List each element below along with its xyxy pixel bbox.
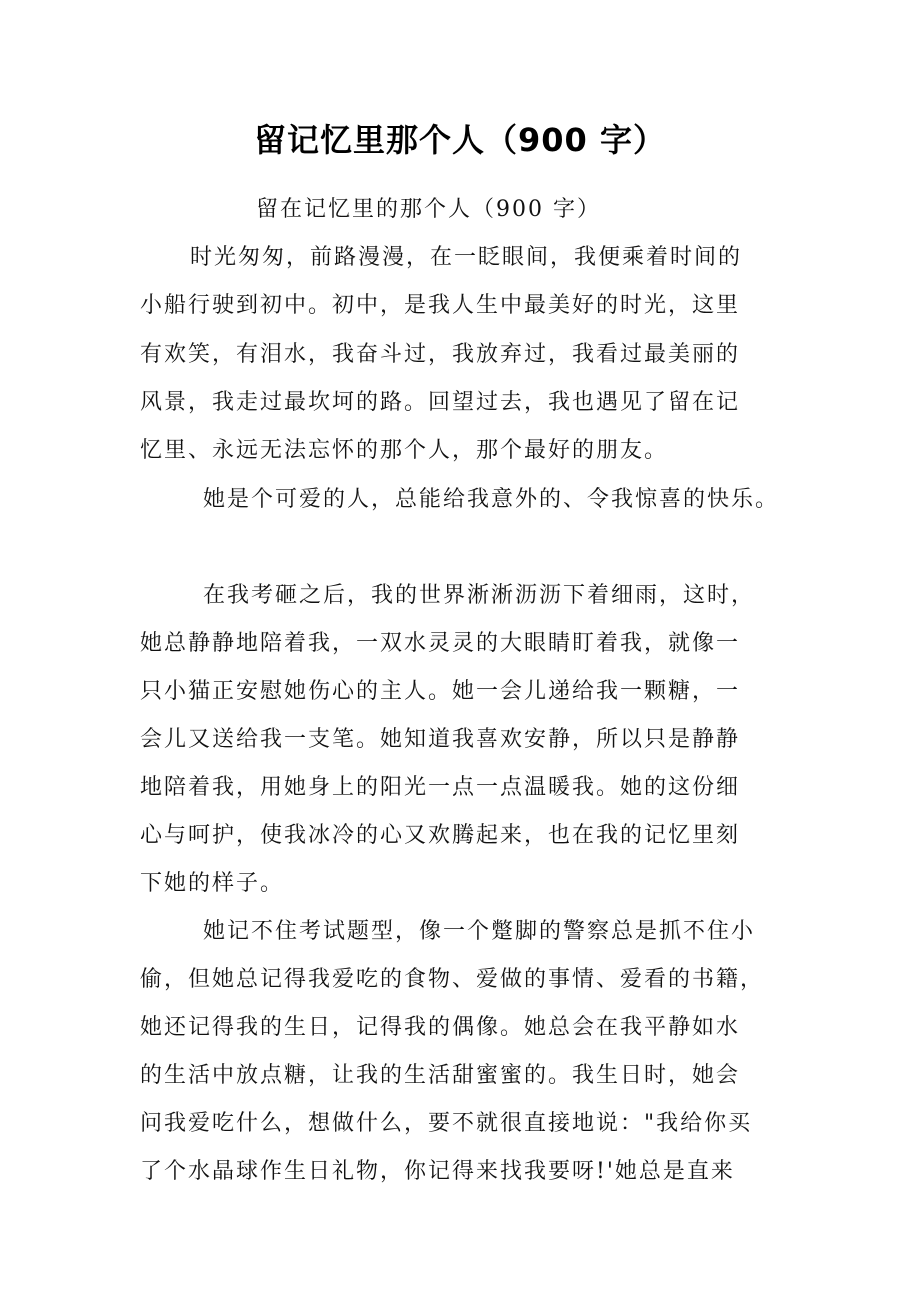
subtitle: 留在记忆里的那个人（900 字） bbox=[256, 197, 601, 222]
paragraph-1-line-1: 时光匆匆，前路漫漫，在一眨眼间，我便乘着时间的 bbox=[190, 245, 743, 270]
paragraph-4-line-3: 她还记得我的生日，记得我的偶像。她总会在我平静如水 bbox=[140, 1015, 741, 1040]
paragraph-4-line-6: 了个水晶球作生日礼物，你记得来找我要呀!'她总是直来 bbox=[140, 1159, 735, 1184]
paragraph-3-line-3: 只小猫正安慰她伤心的主人。她一会儿递给我一颗糖，一 bbox=[140, 679, 741, 704]
paragraph-4-line-1: 她记不住考试题型，像一个蹩脚的警察总是抓不住小 bbox=[203, 919, 756, 944]
paragraph-4-line-2: 偷，但她总记得我爱吃的食物、爱做的事情、爱看的书籍， bbox=[140, 967, 765, 992]
paragraph-2-line-1: 她是个可爱的人，总能给我意外的、令我惊喜的快乐。 bbox=[203, 487, 780, 512]
paragraph-3-line-4: 会儿又送给我一支笔。她知道我喜欢安静，所以只是静静 bbox=[140, 727, 741, 752]
paragraph-3-line-5: 地陪着我，用她身上的阳光一点一点温暖我。她的这份细 bbox=[140, 775, 741, 800]
document-title: 留记忆里那个人（900 字） bbox=[254, 121, 666, 159]
paragraph-1-line-2: 小船行驶到初中。初中，是我人生中最美好的时光，这里 bbox=[140, 293, 741, 318]
paragraph-4-line-4: 的生活中放点糖，让我的生活甜蜜蜜的。我生日时，她会 bbox=[140, 1063, 741, 1088]
paragraph-1-line-5: 忆里、永远无法忘怀的那个人，那个最好的朋友。 bbox=[140, 438, 669, 463]
paragraph-3-line-2: 她总静静地陪着我，一双水灵灵的大眼睛盯着我，就像一 bbox=[140, 631, 741, 656]
paragraph-1-line-4: 风景，我走过最坎坷的路。回望过去，我也遇见了留在记 bbox=[140, 390, 741, 415]
paragraph-3-line-6: 心与呵护，使我冰冷的心又欢腾起来，也在我的记忆里刻 bbox=[140, 823, 741, 848]
paragraph-3-line-7: 下她的样子。 bbox=[140, 871, 285, 896]
paragraph-3-line-1: 在我考砸之后，我的世界淅淅沥沥下着细雨，这时， bbox=[203, 583, 756, 608]
paragraph-1-line-3: 有欢笑，有泪水，我奋斗过，我放弃过，我看过最美丽的 bbox=[140, 342, 741, 367]
paragraph-4-line-5: 问我爱吃什么，想做什么，要不就很直接地说："我给你买 bbox=[140, 1111, 753, 1136]
